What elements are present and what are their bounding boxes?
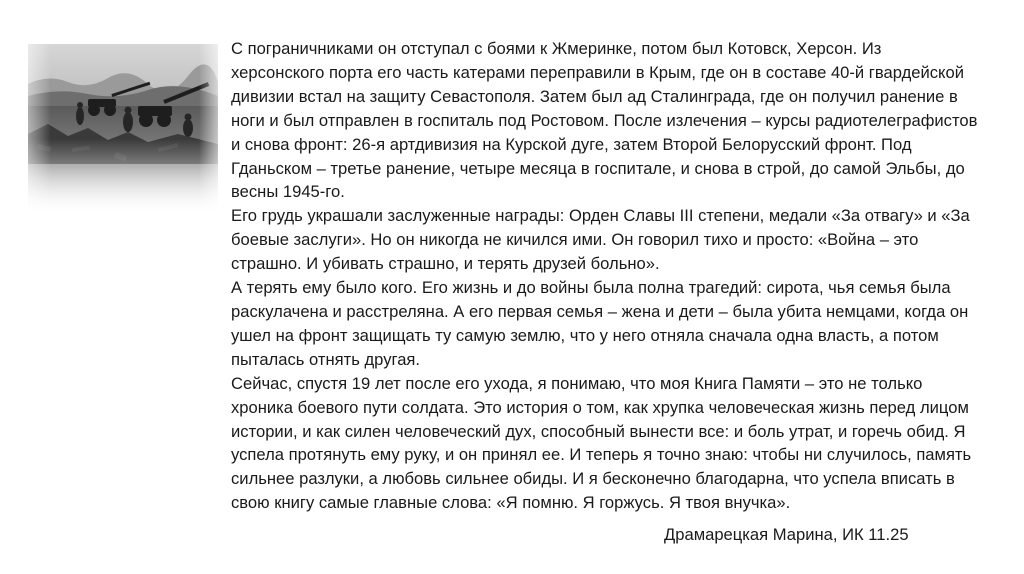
paragraph-tragedies: А терять ему было кого. Его жизнь и до войны была полна трагедий: сирота, чья семья была раскулачена и расстреляна. А его первая семья – жена и дети – была убита немцами, когда он ушел на фронт защищать ту самую землю, что у него отняла сначала одна власть, а потом пыталась отнять другая. bbox=[231, 278, 969, 369]
war-photo bbox=[28, 44, 218, 216]
author-signature: Драмарецкая Марина, ИК 11.25 bbox=[664, 525, 909, 544]
memoir-text bbox=[231, 37, 1011, 515]
paragraph-memory: Сейчас, спустя 19 лет после его ухода, я понимаю, что моя Книга Памяти – это не только хроника боевого пути солдата. Это история о том, как хрупка человеческая жизнь перед лицом истории, и как силен человеческий дух, способный вынести все: и боль утрат, и горечь обид. Я успела протянуть ему руку, и он принял ее. И теперь я точно знаю: чтобы ни случилось, память сильнее разлуки, а любовь сильнее обиды. И я бесконечно благодарна, что успела вписать в свою книгу самые главные слова: «Я помню. Я горжусь. Я твоя внучка». bbox=[231, 373, 972, 513]
paragraph-awards: Его грудь украшали заслуженные награды: Орден Славы III степени, медали «За отвагу» и «За боевые заслуги». Но он никогда не кичился ими. Он говорил тихо и просто: «Война – это страшно. И убивать страшно, и терять друзей больно». bbox=[231, 206, 970, 274]
paragraph-war-path: С пограничниками он отступал с боями к Жмеринке, потом был Котовск, Херсон. Из херсонского порта его часть катерами переправили в Крым, где он в составе 40-й гвардейской дивизии встал на защиту Севастополя. Затем был ад Сталинграда, где он получил ранение в ноги и был отправлен в госпиталь под Ростовом. После излечения – курсы радиотелеграфистов и снова фронт: 26-я артдивизия на Курской дуге, затем Второй Белорусский фронт. Под Гданьском – третье ранение, четыре месяца в госпитале, и снова в строй, до самой Эльбы, до весны 1945-го. bbox=[231, 39, 978, 202]
